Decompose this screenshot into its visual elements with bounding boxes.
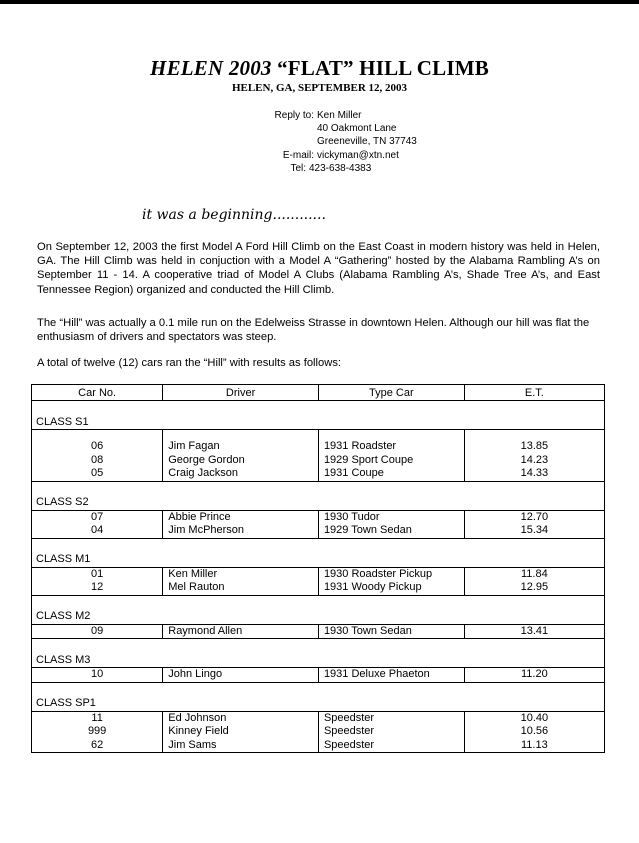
reply-label: Reply to: <box>274 110 314 121</box>
document-subtitle: HELEN, GA, SEPTEMBER 12, 2003 <box>231 82 408 94</box>
class-name: CLASS M1 <box>32 538 605 567</box>
table-row <box>32 510 605 524</box>
et-cell: 11.20 <box>464 668 604 683</box>
class-header-row <box>32 639 605 668</box>
car-type-cell: 1931 Woody Pickup <box>318 581 464 595</box>
results-intro: A total of twelve (12) cars ran the “Hill” with results as follows: <box>37 357 342 369</box>
document-title <box>0 56 639 81</box>
et-cell: 13.85 <box>464 440 604 454</box>
script-heading: it was a beginning............ <box>142 207 326 223</box>
et-cell: 10.40 <box>464 711 604 725</box>
et-cell: 14.23 <box>464 454 604 468</box>
title-main: “FLAT” HILL CLIMB <box>271 56 489 80</box>
car-number-cell: 05 <box>32 467 163 481</box>
header-driver: Driver <box>163 385 319 401</box>
driver-cell: Jim McPherson <box>163 524 319 538</box>
header-type-car: Type Car <box>318 385 464 401</box>
spacer-row <box>32 430 605 441</box>
class-name: CLASS M3 <box>32 639 605 668</box>
driver-cell: Raymond Allen <box>163 624 319 639</box>
intro-paragraph: On September 12, 2003 the first Model A Ford Hill Climb on the East Coast in modern history was held in Helen, GA. The Hill Climb was held in conjuction with a Model A “Gathering” hosted by the Alabama Rambling A’s on September 11 - 14. A cooperative triad of Model A Clubs (Alabama Rambling A’s, Shade Tree A’s, and East Tennessee Region) organized and conducted the Hill Climb. <box>37 241 600 296</box>
car-number-cell: 62 <box>32 739 163 753</box>
class-header-row <box>32 481 605 510</box>
class-name: CLASS SP1 <box>32 682 605 711</box>
driver-cell: Jim Fagan <box>163 440 319 454</box>
et-cell: 10.56 <box>464 725 604 739</box>
table-row <box>32 524 605 538</box>
car-number-cell: 08 <box>32 454 163 468</box>
results-table <box>31 384 605 753</box>
table-row <box>32 567 605 581</box>
class-header-row <box>32 538 605 567</box>
et-cell: 12.95 <box>464 581 604 595</box>
car-number-cell: 12 <box>32 581 163 595</box>
driver-cell: Jim Sams <box>163 739 319 753</box>
driver-cell: George Gordon <box>163 454 319 468</box>
et-cell: 11.84 <box>464 567 604 581</box>
class-name: CLASS M2 <box>32 595 605 624</box>
car-number-cell: 09 <box>32 624 163 639</box>
car-type-cell: 1931 Deluxe Phaeton <box>318 668 464 683</box>
car-number-cell: 10 <box>32 668 163 683</box>
table-row <box>32 454 605 468</box>
header-et: E.T. <box>464 385 604 401</box>
spacer-cell <box>163 430 319 441</box>
contact-address-line1: 40 Oakmont Lane <box>317 123 397 135</box>
class-header-row <box>32 401 605 430</box>
car-number-cell: 06 <box>32 440 163 454</box>
driver-cell: Craig Jackson <box>163 467 319 481</box>
car-type-cell: Speedster <box>318 739 464 753</box>
header-car-no: Car No. <box>32 385 163 401</box>
contact-tel: 423-638-4383 <box>309 162 372 174</box>
car-number-cell: 01 <box>32 567 163 581</box>
contact-email: vickyman@xtn.net <box>317 149 399 161</box>
car-type-cell: 1930 Town Sedan <box>318 624 464 639</box>
table-row <box>32 624 605 639</box>
title-year: HELEN 2003 <box>150 56 272 80</box>
car-type-cell: 1929 Town Sedan <box>318 524 464 538</box>
et-cell: 12.70 <box>464 510 604 524</box>
car-type-cell: Speedster <box>318 711 464 725</box>
car-type-cell: 1931 Roadster <box>318 440 464 454</box>
et-cell: 11.13 <box>464 739 604 753</box>
contact-name: Ken Miller <box>317 110 362 121</box>
table-row <box>32 739 605 753</box>
contact-block <box>250 109 417 175</box>
results-body <box>32 401 605 753</box>
car-type-cell: Speedster <box>318 725 464 739</box>
driver-cell: John Lingo <box>163 668 319 683</box>
table-row <box>32 440 605 454</box>
class-header-row <box>32 595 605 624</box>
table-row <box>32 725 605 739</box>
et-cell: 15.34 <box>464 524 604 538</box>
car-number-cell: 07 <box>32 510 163 524</box>
car-number-cell: 999 <box>32 725 163 739</box>
car-number-cell: 11 <box>32 711 163 725</box>
spacer-cell <box>32 430 163 441</box>
car-type-cell: 1930 Tudor <box>318 510 464 524</box>
hill-paragraph: The “Hill” was actually a 0.1 mile run on the Edelweiss Strasse in downtown Helen. Although our hill was flat the enthusiasm of drivers and spectators was steep. <box>37 317 590 344</box>
et-cell: 13.41 <box>464 624 604 639</box>
tel-label: Tel: <box>290 162 306 174</box>
table-header-row <box>32 385 605 401</box>
car-type-cell: 1929 Sport Coupe <box>318 454 464 468</box>
car-number-cell: 04 <box>32 524 163 538</box>
contact-address-line2: Greeneville, TN 37743 <box>317 136 417 148</box>
table-row <box>32 467 605 481</box>
class-header-row <box>32 682 605 711</box>
driver-cell: Kinney Field <box>163 725 319 739</box>
driver-cell: Ken Miller <box>163 567 319 581</box>
spacer-cell <box>318 430 464 441</box>
spacer-cell <box>464 430 604 441</box>
et-cell: 14.33 <box>464 467 604 481</box>
car-type-cell: 1930 Roadster Pickup <box>318 567 464 581</box>
class-name: CLASS S1 <box>32 401 605 430</box>
scan-top-border <box>0 0 639 4</box>
driver-cell: Abbie Prince <box>163 510 319 524</box>
driver-cell: Ed Johnson <box>163 711 319 725</box>
car-type-cell: 1931 Coupe <box>318 467 464 481</box>
table-row <box>32 581 605 595</box>
table-row <box>32 668 605 683</box>
driver-cell: Mel Rauton <box>163 581 319 595</box>
class-name: CLASS S2 <box>32 481 605 510</box>
email-label: E-mail: <box>282 149 314 161</box>
table-row <box>32 711 605 725</box>
